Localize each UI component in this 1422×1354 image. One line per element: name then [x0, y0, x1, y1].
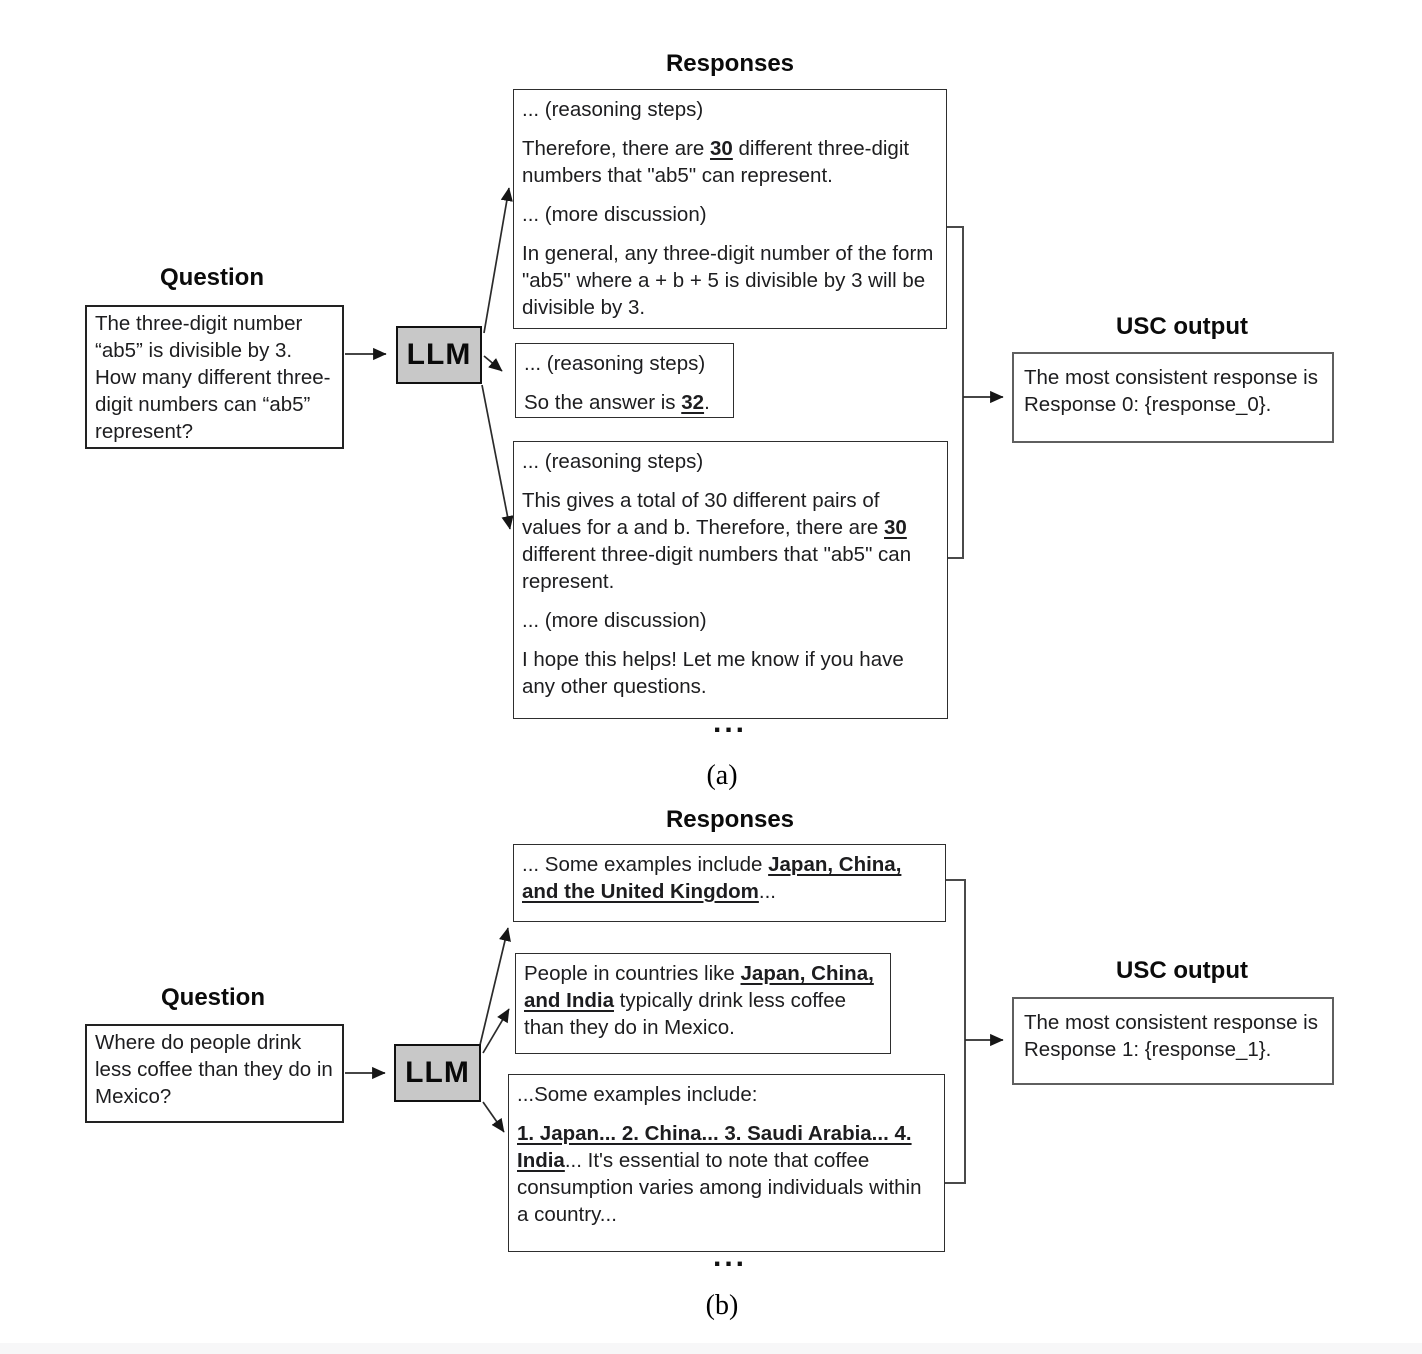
response-box-a3: ... (reasoning steps) This gives a total of 30 different pairs of values for a and b. Therefore, there are 30 different three-digit numbers that "ab5" can represent. ... (more discussion) I hope this helps! Let me know if you have any other questions.: [513, 441, 948, 719]
usc-output-heading-b: USC output: [1116, 957, 1248, 984]
more-responses-ellipsis-b: ...: [712, 1240, 747, 1273]
llm-box-b: LLM: [394, 1044, 481, 1102]
arrow-llm-to-response2-b: [483, 1009, 509, 1053]
question-box-b: Where do people drink less coffee than they do in Mexico?: [85, 1024, 344, 1123]
arrow-llm-to-response1-b: [480, 928, 508, 1045]
arrow-llm-to-response1-a: [484, 188, 509, 333]
question-heading-a: Question: [159, 264, 264, 291]
question-box-a: The three-digit number “ab5” is divisible by 3. How many different three-digit numbers can “ab5” represent?: [85, 305, 344, 449]
llm-box-a: LLM: [396, 326, 482, 384]
arrow-llm-to-response3-a: [482, 385, 510, 529]
response-box-b1: ... Some examples include Japan, China, and the United Kingdom...: [513, 844, 946, 922]
response-box-a2: ... (reasoning steps) So the answer is 32.: [515, 343, 734, 418]
more-responses-ellipsis-a: ...: [712, 706, 747, 739]
arrow-llm-to-response3-b: [483, 1102, 504, 1132]
response-box-b3: ...Some examples include: 1. Japan... 2. China... 3. Saudi Arabia... 4. India... It's essential to note that coffee consumption varies among individuals within a country...: [508, 1074, 945, 1252]
responses-heading-a: Responses: [665, 50, 795, 77]
arrow-llm-to-response2-a: [484, 356, 502, 371]
bottom-edge-strip: [0, 1343, 1422, 1354]
responses-heading-b: Responses: [665, 806, 795, 833]
usc-output-box-a: The most consistent response is Response 0: {response_0}.: [1012, 352, 1334, 443]
response-box-a1: ... (reasoning steps) Therefore, there are 30 different three-digit numbers that "ab5" can represent. ... (more discussion) In general, any three-digit number of the form "ab5" where a + b + 5 is divisible by 3 will be divisible by 3.: [513, 89, 947, 329]
response-box-b2: People in countries like Japan, China, and India typically drink less coffee than they do in Mexico.: [515, 953, 891, 1054]
subfigure-caption-a: (a): [706, 760, 738, 791]
usc-output-heading-a: USC output: [1116, 313, 1248, 340]
usc-output-box-b: The most consistent response is Response 1: {response_1}.: [1012, 997, 1334, 1085]
bracket-responses-a: [947, 227, 963, 558]
subfigure-caption-b: (b): [705, 1290, 739, 1321]
bracket-responses-b: [945, 880, 965, 1183]
question-heading-b: Question: [160, 984, 265, 1011]
